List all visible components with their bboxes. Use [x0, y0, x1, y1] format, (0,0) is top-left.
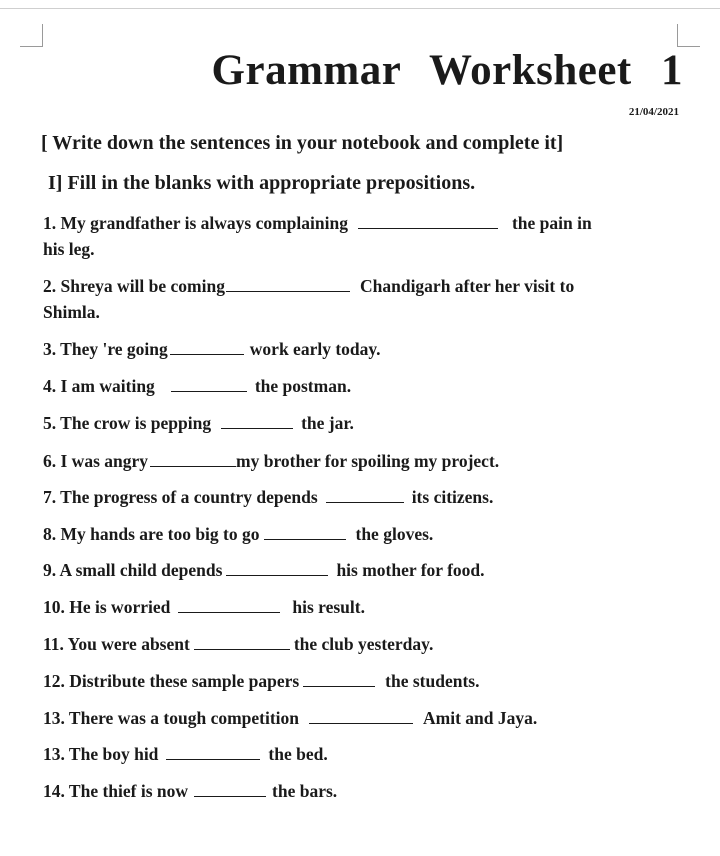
- question-text: Chandigarh after her visit to: [359, 276, 575, 296]
- question-text: his mother for food.: [336, 560, 485, 580]
- question-text: the jar.: [301, 413, 354, 433]
- question-text: 14. The thief is now: [43, 781, 189, 801]
- question-text: the bed.: [268, 744, 328, 764]
- question-8: [43, 522, 433, 546]
- worksheet-title: Grammar Worksheet 1: [211, 47, 683, 94]
- question-5: [43, 411, 354, 435]
- question-text: 13. There was a tough competition: [43, 708, 300, 728]
- question-text: the bars.: [272, 781, 338, 801]
- question-text: the gloves.: [355, 524, 434, 544]
- question-text: the students.: [385, 671, 480, 691]
- question-text: the pain in: [511, 213, 592, 233]
- question-13b: [43, 742, 328, 766]
- question-text: 1. My grandfather is always complaining: [43, 213, 348, 233]
- question-14: [43, 779, 337, 803]
- question-11: [43, 632, 433, 656]
- question-text: 8. My hands are too big to go: [43, 524, 260, 544]
- answer-blank: [326, 501, 404, 503]
- answer-blank: [358, 227, 498, 229]
- question-text: 11. You were absent: [43, 634, 190, 654]
- instruction-text: [ Write down the sentences in your notebook and complete it]: [41, 132, 564, 154]
- question-9: [43, 558, 485, 582]
- answer-blank: [264, 538, 346, 540]
- question-10: [43, 595, 365, 619]
- answer-blank: [166, 758, 260, 760]
- answer-blank: [178, 611, 280, 613]
- question-6: [43, 449, 499, 473]
- question-text: 12. Distribute these sample papers: [43, 671, 300, 691]
- question-text: 5. The crow is pepping: [43, 413, 212, 433]
- answer-blank: [194, 795, 266, 797]
- question-text: 6. I was angry: [43, 451, 149, 471]
- question-text: 10. He is worried: [43, 597, 171, 617]
- answer-blank: [170, 353, 244, 355]
- question-13: [43, 706, 537, 730]
- question-2-continued: [43, 300, 100, 324]
- question-1-continued: [43, 237, 95, 261]
- section-heading: I] Fill in the blanks with appropriate prepositions.: [48, 172, 476, 194]
- question-text: his result.: [292, 597, 365, 617]
- margin-corner-mark-left: [20, 24, 43, 47]
- worksheet-date: 21/04/2021: [628, 106, 679, 118]
- question-text: his leg.: [43, 239, 95, 259]
- question-2: [43, 274, 574, 298]
- answer-blank: [226, 290, 350, 292]
- question-text: 7. The progress of a country depends: [43, 487, 318, 507]
- answer-blank: [194, 648, 290, 650]
- question-12: [43, 669, 480, 693]
- question-text: its citizens.: [411, 487, 494, 507]
- question-text: 4. I am waiting: [43, 376, 155, 396]
- question-1: [43, 211, 592, 235]
- question-text: my brother for spoiling my project.: [236, 451, 500, 471]
- question-text: the club yesterday.: [293, 634, 434, 654]
- question-text: Shimla.: [43, 302, 100, 322]
- answer-blank: [226, 574, 328, 576]
- question-text: the postman.: [254, 376, 352, 396]
- question-3: [43, 337, 381, 361]
- margin-corner-mark-right: [677, 24, 700, 47]
- question-text: work early today.: [249, 339, 381, 359]
- question-4: [43, 374, 351, 398]
- answer-blank: [171, 390, 247, 392]
- page-top-edge: [0, 8, 720, 9]
- question-text: 9. A small child depends: [43, 560, 223, 580]
- question-7: [43, 485, 493, 509]
- question-text: 13. The boy hid: [43, 744, 159, 764]
- question-text: 3. They 're going: [43, 339, 168, 359]
- question-text: Amit and Jaya.: [423, 708, 538, 728]
- answer-blank: [150, 465, 236, 467]
- answer-blank: [309, 722, 413, 724]
- answer-blank: [221, 427, 293, 429]
- answer-blank: [303, 685, 375, 687]
- question-text: 2. Shreya will be coming: [43, 276, 225, 296]
